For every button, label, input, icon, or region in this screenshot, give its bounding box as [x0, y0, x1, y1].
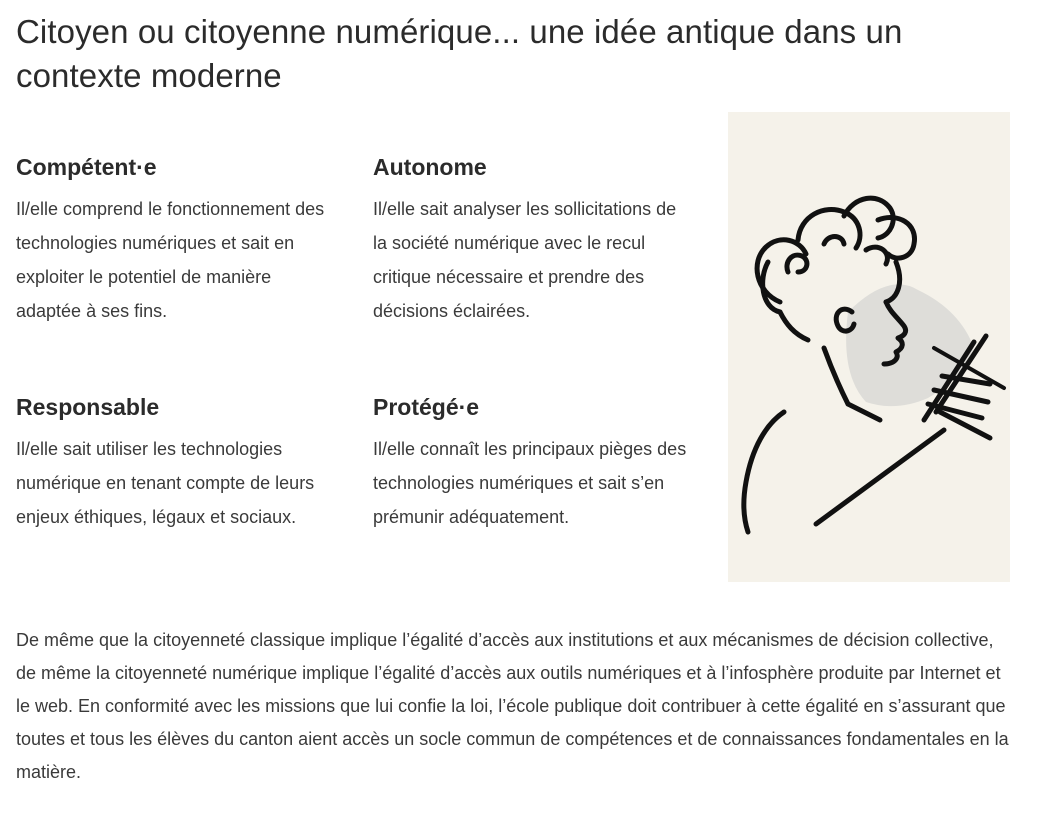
quality-heading: Responsable: [16, 394, 160, 420]
quality-heading: Autonome: [373, 154, 487, 180]
page-title: Citoyen ou citoyenne numérique... une idée antique dans un contexte moderne: [16, 13, 903, 94]
quality-responsable: [16, 392, 346, 534]
quality-heading: Compétent·e: [16, 154, 157, 180]
woman-with-device-sketch-icon: [728, 112, 1010, 582]
quality-description: Il/elle sait analyser les sollicitations de la société numérique avec le recul critique nécessaire et prendre des décisions éclairées.: [373, 199, 677, 321]
quality-autonome: [373, 152, 703, 328]
quality-heading: Protégé·e: [373, 394, 480, 420]
qualities-grid: [16, 152, 716, 592]
quality-description: Il/elle comprend le fonctionnement des technologies numériques et sait en exploiter le potentiel de manière adaptée à ses fins.: [16, 199, 325, 321]
quality-description: Il/elle connaît les principaux pièges des technologies numériques et sait s’en prémunir adéquatement.: [373, 439, 687, 527]
quality-description: Il/elle sait utiliser les technologies numérique en tenant compte de leurs enjeux éthiques, légaux et sociaux.: [16, 439, 315, 527]
quality-protege: [373, 392, 703, 534]
body-paragraph: De même que la citoyenneté classique implique l’égalité d’accès aux institutions et aux mécanismes de décision collective, de même la citoyenneté numérique implique l’égalité d’accès aux outils numériques et à l’infosphère produite par Internet et le web. En conformité avec les missions que lui confie la loi, l’école publique doit contribuer à cette égalité en s’assurant que toutes et tous les élèves du canton aient accès un socle commun de compétences et de connaissances fondamentales en la matière.: [16, 630, 1009, 782]
woman-with-device-illustration: [728, 112, 1010, 582]
quality-competent: [16, 152, 346, 328]
